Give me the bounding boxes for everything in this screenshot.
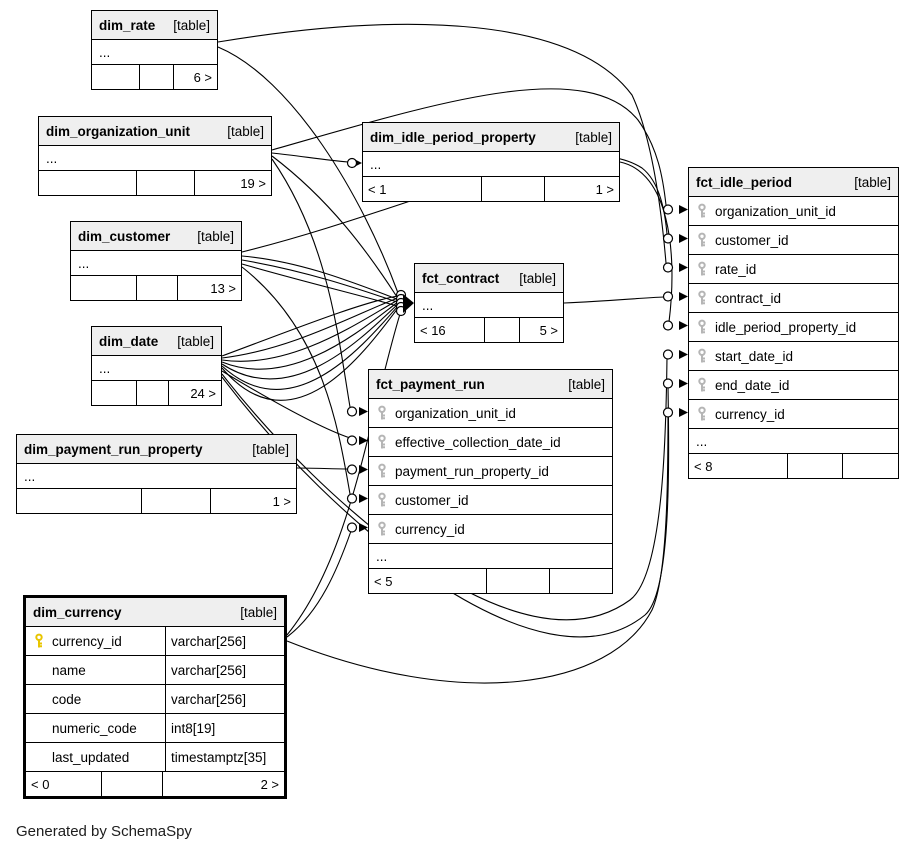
footer-spacer-cell bbox=[142, 489, 211, 513]
edge-endpoint-circle bbox=[348, 494, 357, 503]
table-badge: [table] bbox=[240, 604, 277, 620]
edge-endpoint-circle bbox=[348, 523, 357, 532]
column-name-cell bbox=[26, 743, 166, 771]
table-name[interactable]: fct_contract bbox=[422, 270, 500, 286]
edge-arrowhead bbox=[679, 263, 688, 272]
key-icon bbox=[33, 749, 44, 765]
key-icon bbox=[696, 290, 707, 306]
edge-endpoint-circle bbox=[664, 321, 673, 330]
footer-spacer-cell bbox=[140, 65, 174, 89]
table-footer bbox=[92, 381, 221, 405]
hidden-columns-ellipsis: ... bbox=[92, 356, 221, 381]
table-footer bbox=[415, 318, 563, 342]
table-badge: [table] bbox=[197, 228, 234, 244]
table-name[interactable]: dim_payment_run_property bbox=[24, 441, 203, 457]
relationship-edge bbox=[297, 468, 350, 469]
footer-children-count bbox=[17, 489, 142, 513]
table-name[interactable]: dim_currency bbox=[33, 604, 122, 620]
column-row bbox=[369, 486, 612, 515]
relationship-edge bbox=[242, 264, 397, 306]
column-row bbox=[689, 371, 898, 400]
table-name[interactable]: dim_idle_period_property bbox=[370, 129, 536, 145]
column-name: rate_id bbox=[715, 261, 757, 277]
edge-arrowhead bbox=[359, 465, 368, 474]
column-row bbox=[369, 428, 612, 457]
table-name[interactable]: fct_payment_run bbox=[376, 376, 485, 392]
table-badge: [table] bbox=[173, 17, 210, 33]
key-icon bbox=[376, 521, 387, 537]
key-icon bbox=[33, 633, 44, 649]
table-node-dim_customer[interactable] bbox=[70, 221, 242, 301]
key-icon bbox=[696, 406, 707, 422]
relationship-edge bbox=[242, 260, 397, 302]
table-header bbox=[17, 435, 296, 464]
column-type: varchar[256] bbox=[171, 662, 247, 678]
column-name-cell bbox=[26, 685, 166, 713]
table-footer bbox=[17, 489, 296, 513]
footer-children-count bbox=[92, 381, 137, 405]
table-badge: [table] bbox=[227, 123, 264, 139]
edge-arrowhead bbox=[359, 407, 368, 416]
table-name[interactable]: dim_organization_unit bbox=[46, 123, 191, 139]
table-header bbox=[71, 222, 241, 251]
column-name: start_date_id bbox=[715, 348, 794, 364]
footer-parents-count: 5 > bbox=[539, 322, 558, 338]
table-badge: [table] bbox=[575, 129, 612, 145]
table-name[interactable]: dim_customer bbox=[78, 228, 171, 244]
key-icon bbox=[376, 463, 387, 479]
column-name: name bbox=[52, 662, 86, 678]
column-name: code bbox=[52, 691, 82, 707]
column-name: customer_id bbox=[715, 232, 789, 248]
column-name-cell bbox=[26, 714, 166, 742]
footer-children-count bbox=[71, 276, 137, 300]
column-name: organization_unit_id bbox=[715, 203, 836, 219]
table-node-dim_date[interactable] bbox=[91, 326, 222, 406]
column-row bbox=[369, 457, 612, 486]
column-row bbox=[689, 197, 898, 226]
key-icon bbox=[33, 720, 44, 736]
column-name: organization_unit_id bbox=[395, 405, 516, 421]
edge-endpoint-circle bbox=[348, 465, 357, 474]
footer-spacer-cell bbox=[487, 569, 550, 593]
column-name: currency_id bbox=[715, 406, 785, 422]
table-footer bbox=[369, 569, 612, 593]
table-node-fct_contract[interactable] bbox=[414, 263, 564, 343]
table-badge: [table] bbox=[252, 441, 289, 457]
column-name: currency_id bbox=[52, 633, 122, 649]
footer-children-count: < 1 bbox=[363, 177, 482, 201]
table-footer bbox=[689, 454, 898, 478]
hidden-columns-ellipsis: ... bbox=[92, 40, 217, 65]
hidden-columns-ellipsis: ... bbox=[17, 464, 296, 489]
footer-children-count: < 16 bbox=[415, 318, 485, 342]
table-header bbox=[39, 117, 271, 146]
column-row bbox=[26, 743, 284, 772]
column-row bbox=[26, 685, 284, 714]
edge-endpoint-circle bbox=[348, 407, 357, 416]
table-node-dim_idle_period_property[interactable] bbox=[362, 122, 620, 202]
table-name[interactable]: dim_rate bbox=[99, 17, 156, 33]
footer-parents-count bbox=[843, 454, 898, 478]
footer-parents-count bbox=[550, 569, 613, 593]
table-header bbox=[369, 370, 612, 399]
edge-arrowhead bbox=[679, 379, 688, 388]
edge-endpoint-circle bbox=[664, 292, 673, 301]
edge-endpoint-circle bbox=[664, 350, 673, 359]
footer-children-count: < 5 bbox=[369, 569, 487, 593]
edge-arrowhead bbox=[403, 294, 414, 313]
column-type: varchar[256] bbox=[171, 691, 247, 707]
key-icon bbox=[376, 492, 387, 508]
footer-parents-count: 24 > bbox=[190, 385, 216, 401]
edge-arrowhead bbox=[679, 408, 688, 417]
column-row bbox=[689, 342, 898, 371]
table-node-fct_idle_period[interactable] bbox=[688, 167, 899, 479]
table-name[interactable]: dim_date bbox=[99, 333, 159, 349]
hidden-columns-ellipsis: ... bbox=[363, 152, 619, 177]
hidden-columns-ellipsis: ... bbox=[415, 293, 563, 318]
column-name: effective_collection_date_id bbox=[395, 434, 561, 450]
table-footer bbox=[71, 276, 241, 300]
key-icon bbox=[696, 348, 707, 364]
column-row bbox=[369, 515, 612, 544]
hidden-columns-ellipsis: ... bbox=[689, 429, 898, 454]
column-name: contract_id bbox=[715, 290, 782, 306]
edge-arrowhead bbox=[679, 234, 688, 243]
column-row bbox=[26, 714, 284, 743]
table-badge: [table] bbox=[177, 333, 214, 349]
edge-endpoint-circle bbox=[664, 205, 673, 214]
relationship-edge bbox=[564, 297, 664, 303]
key-icon bbox=[376, 434, 387, 450]
footer-spacer-cell bbox=[137, 276, 178, 300]
table-footer bbox=[26, 772, 284, 796]
footer-spacer-cell bbox=[137, 171, 195, 195]
key-icon bbox=[696, 232, 707, 248]
column-type: int8[19] bbox=[171, 720, 216, 736]
key-icon bbox=[696, 203, 707, 219]
column-name-cell bbox=[26, 656, 166, 684]
key-icon bbox=[696, 377, 707, 393]
column-row bbox=[26, 656, 284, 685]
column-type: varchar[256] bbox=[171, 633, 247, 649]
table-name[interactable]: fct_idle_period bbox=[696, 174, 793, 190]
column-row bbox=[26, 627, 284, 656]
column-name: payment_run_property_id bbox=[395, 463, 549, 479]
hidden-columns-ellipsis: ... bbox=[369, 544, 612, 569]
column-row bbox=[689, 284, 898, 313]
table-node-dim_payment_run_property[interactable] bbox=[16, 434, 297, 514]
key-icon bbox=[33, 662, 44, 678]
column-type: timestamptz[35] bbox=[171, 749, 267, 765]
column-row bbox=[689, 313, 898, 342]
generated-by-label: Generated by SchemaSpy bbox=[16, 823, 192, 840]
footer-spacer-cell bbox=[485, 318, 520, 342]
hidden-columns-ellipsis: ... bbox=[39, 146, 271, 171]
table-header bbox=[92, 11, 217, 40]
footer-children-count: < 0 bbox=[26, 772, 102, 796]
table-node-dim_organization_unit[interactable] bbox=[38, 116, 272, 196]
table-header bbox=[26, 598, 284, 627]
table-header bbox=[415, 264, 563, 293]
relationship-edge bbox=[272, 153, 348, 162]
footer-spacer-cell bbox=[788, 454, 843, 478]
table-header bbox=[363, 123, 619, 152]
footer-parents-count: 2 > bbox=[260, 776, 279, 792]
table-header bbox=[92, 327, 221, 356]
key-icon bbox=[376, 405, 387, 421]
footer-parents-count: 1 > bbox=[272, 493, 291, 509]
edge-endpoint-circle bbox=[664, 234, 673, 243]
column-name: end_date_id bbox=[715, 377, 790, 393]
table-node-fct_payment_run[interactable] bbox=[368, 369, 613, 594]
table-footer bbox=[92, 65, 217, 89]
footer-parents-count: 6 > bbox=[193, 69, 212, 85]
column-name: numeric_code bbox=[52, 720, 137, 736]
column-name: idle_period_property_id bbox=[715, 319, 857, 335]
table-node-dim_currency[interactable] bbox=[23, 595, 287, 799]
footer-parents-count: 13 > bbox=[210, 280, 237, 296]
column-name: customer_id bbox=[395, 492, 469, 508]
edge-endpoint-circle bbox=[664, 408, 673, 417]
table-footer bbox=[39, 171, 271, 195]
column-row bbox=[369, 399, 612, 428]
edge-endpoint-circle bbox=[664, 379, 673, 388]
edge-endpoint-circle bbox=[348, 436, 357, 445]
edge-arrowhead bbox=[679, 321, 688, 330]
table-badge: [table] bbox=[568, 376, 605, 392]
hidden-columns-ellipsis: ... bbox=[71, 251, 241, 276]
footer-children-count bbox=[39, 171, 137, 195]
column-name: currency_id bbox=[395, 521, 465, 537]
column-row bbox=[689, 400, 898, 429]
table-badge: [table] bbox=[519, 270, 556, 286]
key-icon bbox=[696, 319, 707, 335]
footer-spacer-cell bbox=[137, 381, 169, 405]
edge-arrowhead bbox=[679, 292, 688, 301]
footer-parents-count: 19 > bbox=[240, 175, 266, 191]
key-icon bbox=[33, 691, 44, 707]
edge-arrowhead bbox=[359, 494, 368, 503]
footer-parents-count: 1 > bbox=[595, 181, 614, 197]
footer-children-count: < 8 bbox=[689, 454, 788, 478]
edge-arrowhead bbox=[679, 350, 688, 359]
table-badge: [table] bbox=[854, 174, 891, 190]
column-name-cell bbox=[26, 627, 166, 655]
column-name: last_updated bbox=[52, 749, 130, 765]
footer-spacer-cell bbox=[102, 772, 163, 796]
table-node-dim_rate[interactable] bbox=[91, 10, 218, 90]
column-row bbox=[689, 255, 898, 284]
edge-arrowhead bbox=[679, 205, 688, 214]
footer-children-count bbox=[92, 65, 140, 89]
edge-endpoint-circle bbox=[664, 263, 673, 272]
footer-spacer-cell bbox=[482, 177, 545, 201]
column-row bbox=[689, 226, 898, 255]
table-header bbox=[689, 168, 898, 197]
edge-endpoint-circle bbox=[348, 159, 357, 168]
table-footer bbox=[363, 177, 619, 201]
key-icon bbox=[696, 261, 707, 277]
